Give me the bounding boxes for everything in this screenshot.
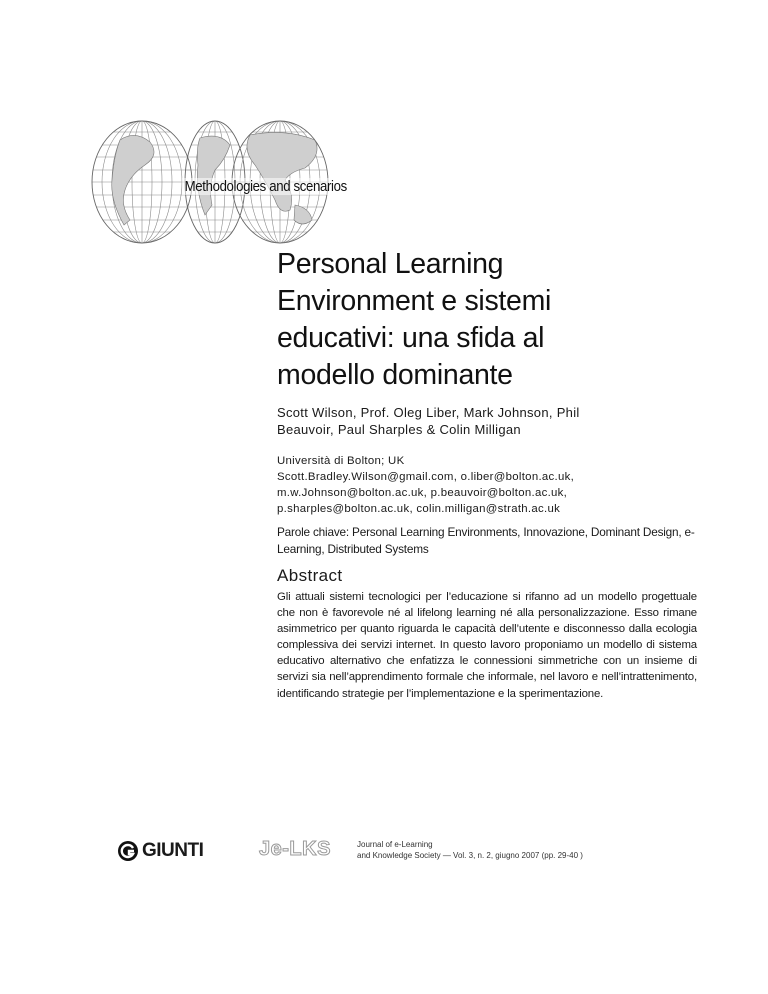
journal-citation (357, 840, 583, 861)
affiliation-line: Università di Bolton; UK (277, 455, 405, 467)
abstract-body: Gli attuali sistemi tecnologici per l’educazione si rifanno ad un modello progettuale che non è favorevole né al lifelong learning né alla personalizzazione. Esso rimane asimmetrico per quanto riguarda le capacità dell’utente e disconnesso dalla ecologia complessiva dei servizi internet. In questo lavoro proponiamo un modello di sistema educativo alternativo che enfatizza le connessioni simmetriche con un insieme di servizi sia nell’apprendimento formale che informale, nel lavoro e nell’intrattenimento, identificando strategie per l’implementazione e la sperimentazione. (277, 591, 697, 700)
abstract-heading: Abstract (277, 566, 343, 585)
title-line: Personal Learning (277, 248, 504, 280)
affiliation-line: Scott.Bradley.Wilson@gmail.com, o.liber@bolton.ac.uk, (277, 471, 575, 483)
journal-line: Journal of e-Learning (357, 840, 433, 849)
publisher-logo (117, 840, 203, 862)
title-line: Environment e sistemi (277, 285, 552, 317)
affiliation-line: m.w.Johnson@bolton.ac.uk, p.beauvoir@bolton.ac.uk, (277, 487, 568, 499)
title-line: educativi: una sfida al (277, 322, 545, 354)
title-line: modello dominante (277, 359, 513, 391)
paper-title (277, 246, 617, 394)
authors: Scott Wilson, Prof. Oleg Liber, Mark Johnson, Phil Beauvoir, Paul Sharples & Colin Milligan (277, 405, 580, 437)
section-label: Methodologies and scenarios (182, 178, 349, 195)
affiliation-line: p.sharples@bolton.ac.uk, colin.milligan@strath.ac.uk (277, 503, 561, 515)
keywords: Parole chiave: Personal Learning Environments, Innovazione, Dominant Design, e-Learning, Distributed Systems (277, 525, 695, 556)
affiliation (277, 453, 717, 517)
journal-logo: Je-LKS (259, 838, 331, 860)
journal-line: and Knowledge Society — Vol. 3, n. 2, giugno 2007 (pp. 29-40 ) (357, 850, 583, 860)
publisher-name: GIUNTI (142, 840, 204, 861)
giunti-logo-icon (117, 840, 139, 862)
